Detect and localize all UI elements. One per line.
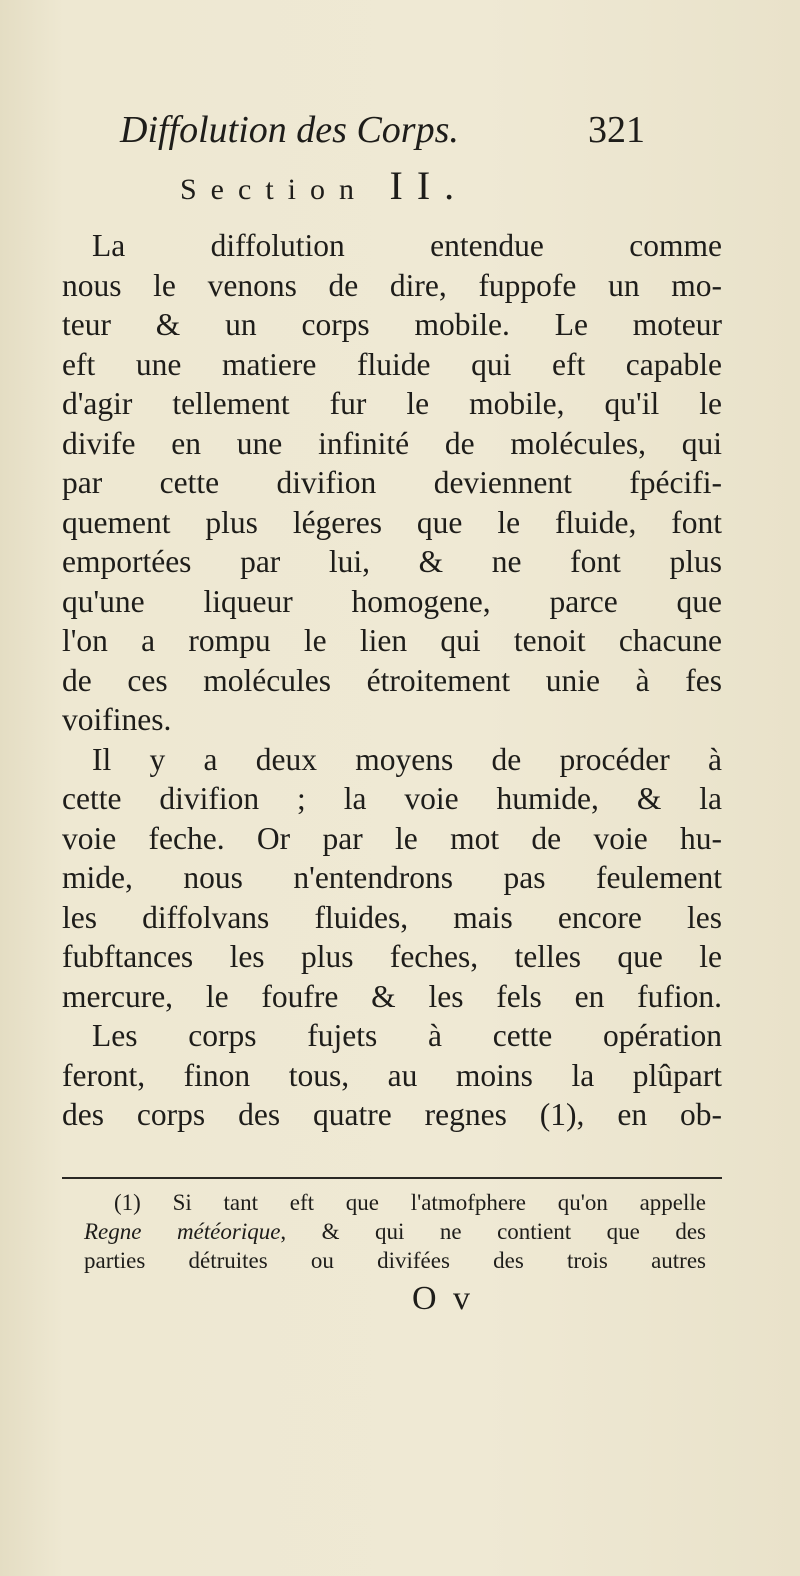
text-line: teur & un corps mobile. Le moteur bbox=[62, 307, 722, 342]
footnote-line bbox=[84, 1217, 706, 1246]
text-line: emportées par lui, & ne font plus bbox=[62, 544, 722, 579]
text-line: fubftances les plus feches, telles que le bbox=[62, 939, 722, 974]
text-line: voie feche. Or par le mot de voie hu- bbox=[62, 820, 722, 856]
text-line: divife en une infinité de molécules, qui bbox=[62, 425, 722, 461]
section-word: Section bbox=[180, 173, 368, 206]
text-line: des corps des quatre regnes (1), en ob- bbox=[62, 1097, 722, 1132]
text-line: l'on a rompu le lien qui tenoit chacune bbox=[62, 623, 722, 658]
footnote-line: (1) Si tant eft que l'atmofphere qu'on appelle bbox=[114, 1190, 706, 1215]
text-line: Les corps fujets à cette opération bbox=[92, 1018, 722, 1053]
text-line: qu'une liqueur homogene, parce que bbox=[62, 583, 722, 619]
text-line: les diffolvans fluides, mais encore les bbox=[62, 899, 722, 935]
text-line: d'agir tellement fur le mobile, qu'il le bbox=[62, 386, 722, 421]
text-line: eft une matiere fluide qui eft capable bbox=[62, 346, 722, 382]
text-line: Il y a deux moyens de procéder à bbox=[92, 741, 722, 777]
text-line: La diffolution entendue comme bbox=[92, 228, 722, 263]
text-line: mercure, le foufre & les fels en fufion. bbox=[62, 978, 722, 1014]
text-line: cette divifion ; la voie humide, & la bbox=[62, 781, 722, 816]
section-heading bbox=[180, 162, 468, 209]
footnote bbox=[84, 1188, 706, 1275]
footnote-italic-term: Regne météorique bbox=[84, 1219, 281, 1244]
page-number: 321 bbox=[588, 109, 645, 151]
footnote-rule bbox=[62, 1177, 722, 1179]
text-line: quement plus légeres que le fluide, font bbox=[62, 504, 722, 540]
section-numeral: II. bbox=[389, 163, 469, 208]
text-line: par cette divifion deviennent fpécifi- bbox=[62, 465, 722, 500]
body-text bbox=[62, 226, 722, 1135]
footnote-line-rest: , & qui ne contient que des bbox=[280, 1219, 706, 1244]
footnote-line: parties détruites ou divifées des trois autres bbox=[84, 1248, 706, 1273]
text-line: mide, nous n'entendrons pas feulement bbox=[62, 860, 722, 895]
running-title: Diffolution des Corps. bbox=[120, 109, 459, 151]
text-line: voifines. bbox=[62, 702, 172, 737]
signature-mark: O v bbox=[412, 1280, 475, 1317]
text-line: feront, finon tous, au moins la plûpart bbox=[62, 1057, 722, 1093]
text-line: nous le venons de dire, fuppofe un mo- bbox=[62, 267, 722, 303]
text-line: de ces molécules étroitement unie à fes bbox=[62, 662, 722, 698]
page-header bbox=[0, 100, 800, 160]
